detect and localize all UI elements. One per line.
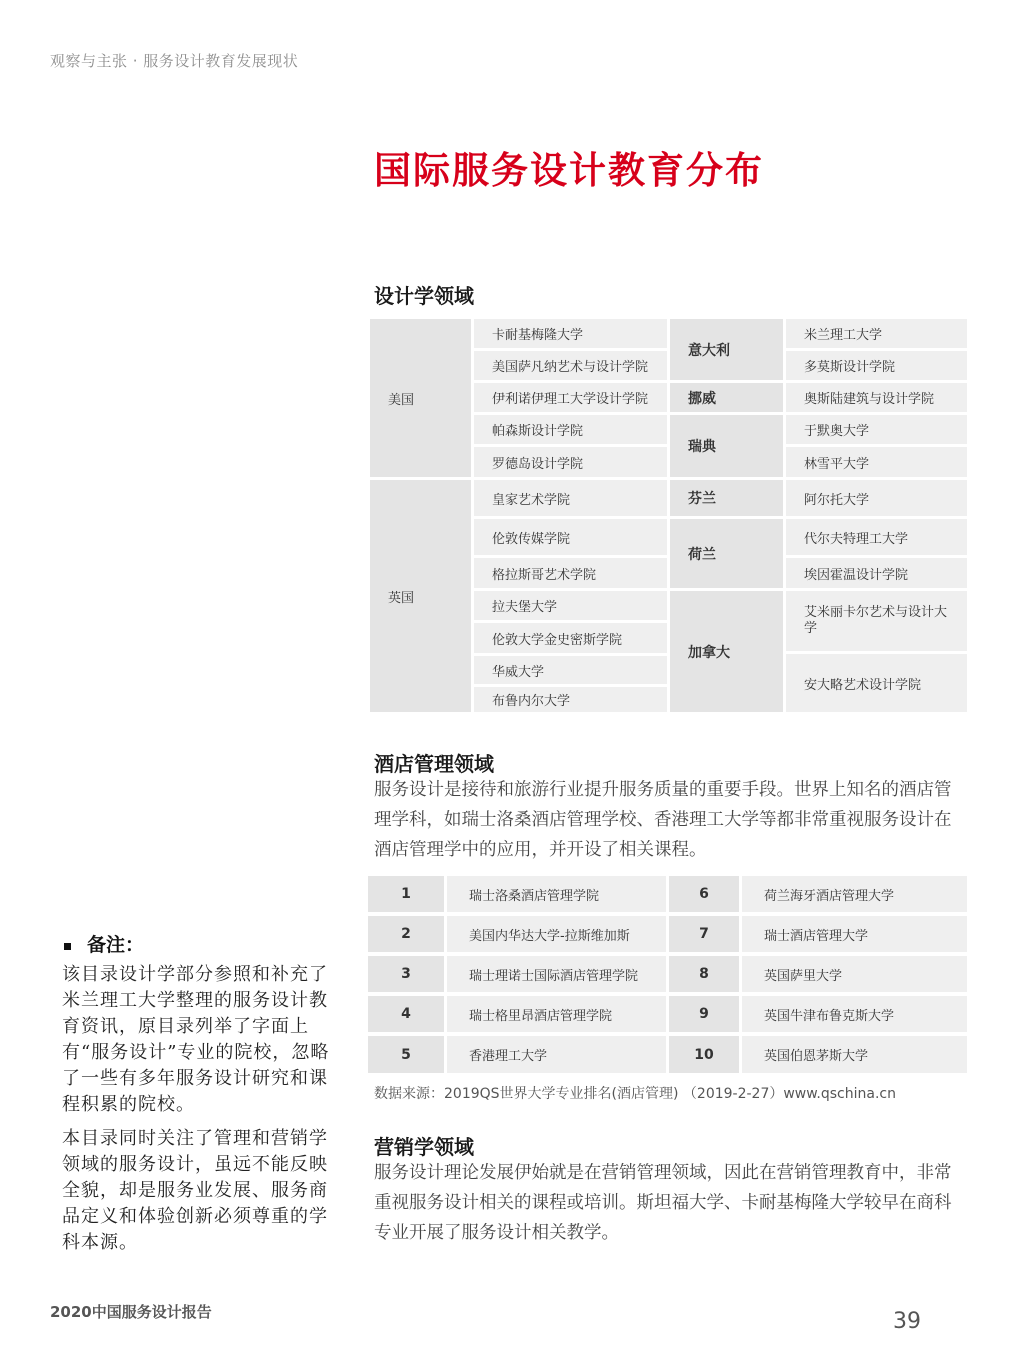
rank-cell: 3 — [368, 956, 444, 992]
school-cell: 罗德岛设计学院 — [474, 447, 667, 477]
school-cell: 艾米丽卡尔艺术与设计大学 — [786, 591, 967, 651]
school-name-cell: 英国萨里大学 — [742, 956, 967, 992]
page-title: 国际服务设计教育分布 — [374, 149, 764, 192]
school-name-cell: 瑞士酒店管理大学 — [742, 916, 967, 952]
note-title: 备注： — [87, 934, 145, 956]
school-cell: 于默奥大学 — [786, 415, 967, 444]
school-cell: 卡耐基梅隆大学 — [474, 319, 667, 348]
rank-cell: 7 — [669, 916, 739, 952]
hotel-section-title: 酒店管理领域 — [374, 752, 494, 776]
marketing-paragraph: 服务设计理论发展伊始就是在营销管理领域，因此在营销管理教育中，非常重视服务设计相关的课程或培训。斯坦福大学、卡耐基梅隆大学较早在商科专业开展了服务设计相关教学。 — [374, 1163, 952, 1243]
rank-cell: 9 — [669, 996, 739, 1032]
school-cell: 帕森斯设计学院 — [474, 415, 667, 444]
page-number: 39 — [893, 1309, 921, 1334]
school-cell: 伦敦大学金史密斯学院 — [474, 623, 667, 653]
country-cell-uk: 英国 — [370, 480, 471, 712]
country-cell-netherlands: 荷兰 — [670, 519, 783, 588]
rank-cell: 6 — [669, 876, 739, 912]
school-cell: 华威大学 — [474, 656, 667, 684]
school-name-cell: 英国牛津布鲁克斯大学 — [742, 996, 967, 1032]
country-cell-norway: 挪威 — [670, 383, 783, 412]
school-name-cell: 美国内华达大学-拉斯维加斯 — [447, 916, 666, 952]
school-cell: 多莫斯设计学院 — [786, 351, 967, 380]
note-heading — [64, 930, 144, 957]
design-school-table — [370, 319, 967, 712]
country-cell-italy: 意大利 — [670, 319, 783, 380]
school-cell: 美国萨凡纳艺术与设计学院 — [474, 351, 667, 380]
school-cell: 阿尔托大学 — [786, 480, 967, 516]
school-cell: 代尔夫特理工大学 — [786, 519, 967, 555]
hotel-ranking-table — [368, 876, 967, 1073]
school-cell: 格拉斯哥艺术学院 — [474, 558, 667, 588]
school-name-cell: 香港理工大学 — [447, 1036, 666, 1073]
bullet-icon — [64, 943, 71, 950]
school-cell: 安大略艺术设计学院 — [786, 654, 967, 712]
school-cell: 伦敦传媒学院 — [474, 519, 667, 555]
breadcrumb: 观察与主张 · 服务设计教育发展现状 — [50, 52, 299, 70]
rank-cell: 1 — [368, 876, 444, 912]
data-source: 数据来源：2019QS世界大学专业排名(酒店管理) （2019-2-27）www.qschina.cn — [374, 1086, 896, 1102]
school-name-cell: 英国伯恩茅斯大学 — [742, 1036, 967, 1073]
school-cell: 伊利诺伊理工大学设计学院 — [474, 383, 667, 412]
country-cell-sweden: 瑞典 — [670, 415, 783, 477]
rank-cell: 5 — [368, 1036, 444, 1073]
note-paragraph-2: 本目录同时关注了管理和营销学领域的服务设计，虽远不能反映全貌，却是服务业发展、服务商品定义和体验创新必须尊重的学科本源。 — [62, 1128, 328, 1253]
school-name-cell: 荷兰海牙酒店管理大学 — [742, 876, 967, 912]
school-cell: 布鲁内尔大学 — [474, 687, 667, 712]
school-cell: 奥斯陆建筑与设计学院 — [786, 383, 967, 412]
school-cell: 林雪平大学 — [786, 447, 967, 477]
hotel-paragraph: 服务设计是接待和旅游行业提升服务质量的重要手段。世界上知名的酒店管理学科，如瑞士洛桑酒店管理学校、香港理工大学等都非常重视服务设计在酒店管理学中的应用，并开设了相关课程。 — [374, 780, 952, 860]
school-cell: 米兰理工大学 — [786, 319, 967, 348]
marketing-section-title: 营销学领域 — [374, 1135, 474, 1159]
country-cell-finland: 芬兰 — [670, 480, 783, 516]
rank-cell: 2 — [368, 916, 444, 952]
footer-report-title: 2020中国服务设计报告 — [50, 1303, 212, 1321]
school-cell: 埃因霍温设计学院 — [786, 558, 967, 588]
school-name-cell: 瑞士格里昂酒店管理学院 — [447, 996, 666, 1032]
country-cell-us: 美国 — [370, 319, 471, 477]
rank-cell: 4 — [368, 996, 444, 1032]
note-paragraph-1: 该目录设计学部分参照和补充了米兰理工大学整理的服务设计教育资讯，原目录列举了字面上有“服务设计”专业的院校，忽略了一些有多年服务设计研究和课程积累的院校。 — [62, 964, 330, 1115]
school-name-cell: 瑞士理诺士国际酒店管理学院 — [447, 956, 666, 992]
school-name-cell: 瑞士洛桑酒店管理学院 — [447, 876, 666, 912]
school-cell: 拉夫堡大学 — [474, 591, 667, 620]
rank-cell: 8 — [669, 956, 739, 992]
rank-cell: 10 — [669, 1036, 739, 1073]
country-cell-canada: 加拿大 — [670, 591, 783, 712]
design-section-title: 设计学领域 — [374, 284, 474, 308]
school-cell: 皇家艺术学院 — [474, 480, 667, 516]
